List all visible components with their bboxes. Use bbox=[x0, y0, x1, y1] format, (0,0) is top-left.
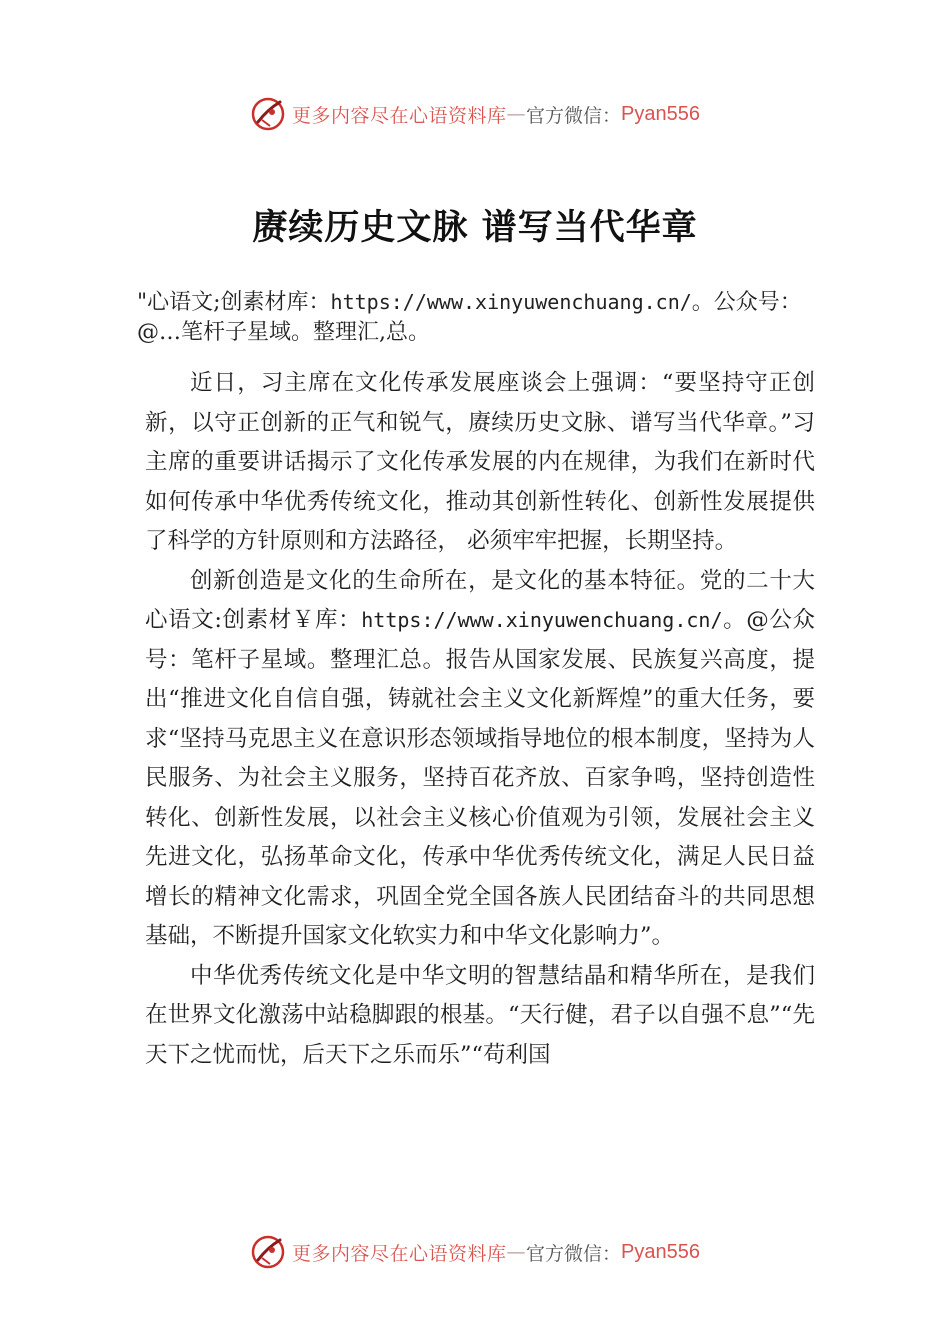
document-body bbox=[145, 364, 815, 1075]
paragraph-2-part1: 创新创造是文化的生命所在，是文化的基本特征。党的二十大心语文:创素材￥库： bbox=[145, 567, 815, 633]
source-note-prefix: "心语文;创素材库： bbox=[137, 290, 331, 315]
paragraph-3: 中华优秀传统文化是中华文明的智慧结晶和精华所在，是我们在世界文化激荡中站稳脚跟的根基。“天行健，君子以自强不息”“先天下之忧而忧，后天下之乐而乐”“苟利国 bbox=[145, 962, 815, 1068]
footer-banner bbox=[0, 1230, 950, 1274]
brand-logo-icon bbox=[250, 1234, 286, 1270]
banner-dash: — bbox=[506, 103, 527, 125]
brand-logo-icon bbox=[250, 96, 286, 132]
wechat-label: 官方微信： bbox=[526, 1242, 622, 1265]
document-title: 赓续历史文脉 谱写当代华章 bbox=[252, 207, 698, 248]
source-note bbox=[137, 287, 837, 348]
brand-text: 更多内容尽在心语资料库 bbox=[292, 1242, 507, 1265]
wechat-id: Pyan556 bbox=[621, 102, 700, 125]
wechat-label: 官方微信： bbox=[526, 104, 622, 127]
source-note-url: https://www.xinyuwenchuang.cn/ bbox=[330, 290, 692, 314]
wechat-id: Pyan556 bbox=[621, 1240, 700, 1263]
paragraph-2 bbox=[145, 562, 815, 957]
paragraph-2-part2: 。@公众号：笔杆子星域。整理汇总。报告从国家发展、民族复兴高度，提出“推进文化自信自强，铸就社会主义文化新辉煌”的重大任务，要求“坚持马克思主义在意识形态领域指导地位的根本制度，坚持为人民服务、为社会主义服务，坚持百花齐放、百家争鸣，坚持创造性转化、创新性发展，以社会主义核心价值观为引领，发展社会主义先进文化，弘扬革命文化，传承中华优秀传统文化，满足人民日益增长的精神文化需求，巩固全党全国各族人民团结奋斗的共同思想基础，不断提升国家文化软实力和中华文化影响力”。 bbox=[145, 607, 815, 949]
paragraph-2-url: https://www.xinyuwenchuang.cn/ bbox=[361, 608, 723, 632]
source-note-suffix: 。公众号：@…笔杆子星域。整理汇,总。 bbox=[137, 290, 802, 345]
header-banner bbox=[0, 92, 950, 136]
banner-dash: — bbox=[506, 1241, 527, 1263]
brand-text: 更多内容尽在心语资料库 bbox=[292, 104, 507, 127]
paragraph-1: 近日，习主席在文化传承发展座谈会上强调：“要坚持守正创新，以守正创新的正气和锐气，赓续历史文脉、谱写当代华章。”习主席的重要讲话揭示了文化传承发展的内在规律，为我们在新时代如何传承中华优秀传统文化，推动其创新性转化、创新性发展提供了科学的方针原则和方法路径， 必须牢牢把握，长期坚持。 bbox=[145, 370, 815, 554]
